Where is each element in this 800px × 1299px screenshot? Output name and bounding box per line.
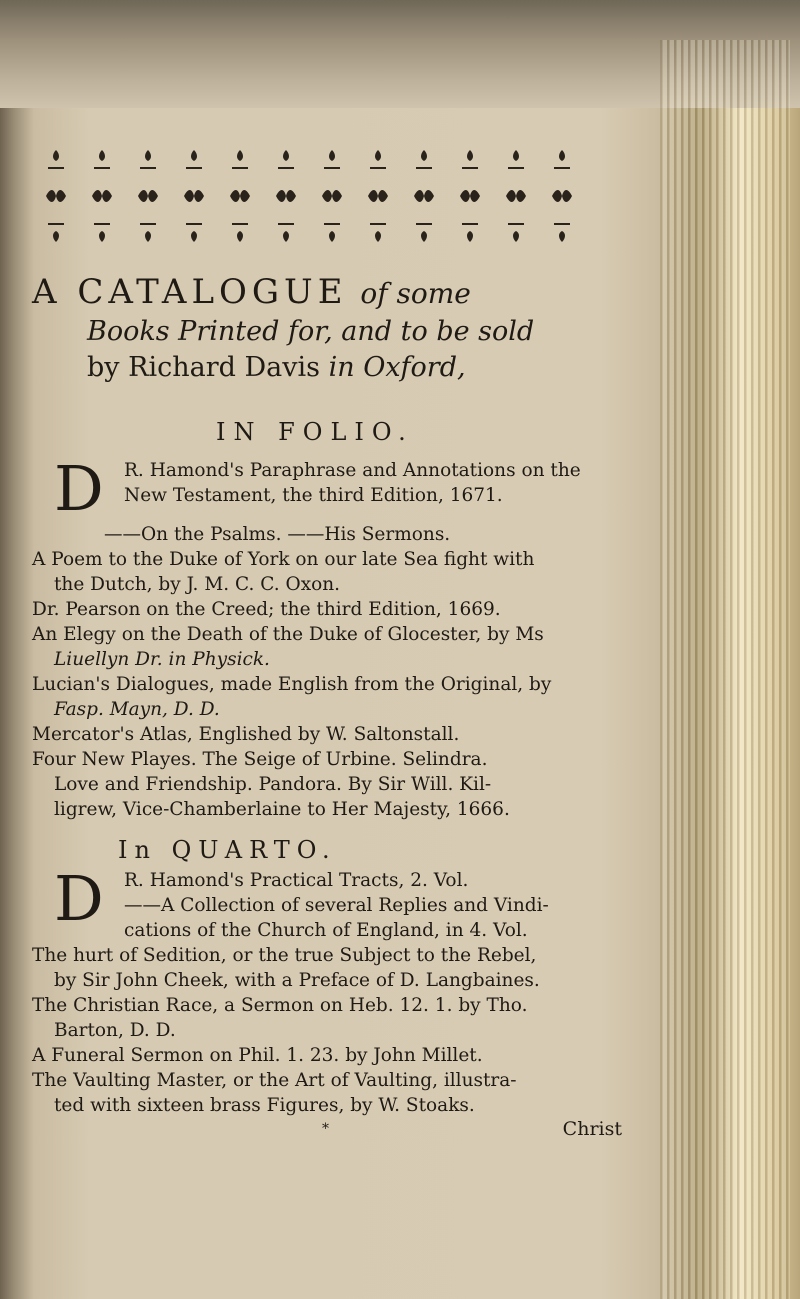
fleuron-icon	[136, 184, 160, 208]
ornament-row	[44, 184, 574, 208]
fleuron-ornament-icon	[44, 147, 574, 245]
fleuron-icon	[366, 184, 390, 208]
fleuron-icon	[182, 147, 206, 171]
fleuron-icon	[44, 147, 68, 171]
list-item: Mercator's Atlas, Englished by W. Saltonstall.	[32, 724, 460, 745]
quarto-heading: In QUARTO.	[118, 836, 337, 864]
title-line-2: Books Printed for, and to be sold	[87, 316, 535, 347]
list-item: Dr. Pearson on the Creed; the third Edition, 1669.	[32, 599, 501, 620]
title-of-some: of some	[360, 277, 471, 310]
fleuron-icon	[274, 184, 298, 208]
fleuron-icon	[228, 184, 252, 208]
fleuron-icon	[458, 147, 482, 171]
drop-cap: D	[54, 868, 104, 935]
fleuron-icon	[136, 147, 160, 171]
list-item: Barton, D. D.	[54, 1020, 176, 1041]
list-item: A Poem to the Duke of York on our late Sea fight with	[32, 549, 535, 570]
list-item: ——A Collection of several Replies and Vindi-	[124, 895, 549, 916]
fleuron-icon	[136, 221, 160, 245]
list-item: Fasp. Mayn, D. D.	[54, 699, 220, 720]
page-edges	[660, 40, 790, 1299]
fleuron-icon	[90, 184, 114, 208]
fleuron-icon	[366, 221, 390, 245]
fleuron-icon	[90, 147, 114, 171]
fleuron-icon	[182, 184, 206, 208]
catchword: Christ	[562, 1118, 622, 1140]
fleuron-icon	[44, 221, 68, 245]
ornament-row	[44, 147, 574, 171]
list-item: ——On the Psalms. ——His Sermons.	[104, 524, 451, 545]
ornament-row	[44, 221, 574, 245]
fleuron-icon	[274, 147, 298, 171]
fleuron-icon	[90, 221, 114, 245]
list-item: The Christian Race, a Sermon on Heb. 12. 1. by Tho.	[32, 995, 528, 1016]
fleuron-icon	[182, 221, 206, 245]
fleuron-icon	[320, 147, 344, 171]
fleuron-icon	[320, 184, 344, 208]
list-item: the Dutch, by J. M. C. C. Oxon.	[54, 574, 341, 595]
fleuron-icon	[504, 184, 528, 208]
drop-cap: D	[54, 458, 104, 522]
list-item: R. Hamond's Practical Tracts, 2. Vol.	[124, 870, 469, 891]
folio-heading: IN FOLIO.	[216, 418, 414, 446]
footer-marks	[32, 1118, 642, 1140]
list-item: R. Hamond's Paraphrase and Annotations on the	[124, 460, 581, 481]
fleuron-icon	[550, 221, 574, 245]
fleuron-icon	[550, 184, 574, 208]
list-item: Liuellyn Dr. in Physick.	[54, 649, 270, 670]
fleuron-icon	[458, 184, 482, 208]
fleuron-icon	[504, 221, 528, 245]
fleuron-icon	[320, 221, 344, 245]
list-item: Lucian's Dialogues, made English from the Original, by	[32, 674, 552, 695]
list-item: ligrew, Vice-Chamberlaine to Her Majesty, 1666.	[54, 799, 510, 820]
fleuron-icon	[412, 184, 436, 208]
list-item: New Testament, the third Edition, 1671.	[124, 485, 503, 506]
fleuron-icon	[412, 221, 436, 245]
list-item: ted with sixteen brass Figures, by W. Stoaks.	[54, 1095, 475, 1116]
title-line-1	[32, 272, 642, 314]
fleuron-icon	[228, 221, 252, 245]
list-item: The hurt of Sedition, or the true Subject to the Rebel,	[32, 945, 537, 966]
fleuron-icon	[458, 221, 482, 245]
list-item: by Sir John Cheek, with a Preface of D. Langbaines.	[54, 970, 540, 991]
fleuron-icon	[412, 147, 436, 171]
title-caps: A CATALOGUE	[32, 272, 348, 312]
fleuron-icon	[366, 147, 390, 171]
list-item: cations of the Church of England, in 4. Vol.	[124, 920, 528, 941]
fleuron-icon	[44, 184, 68, 208]
list-item: Four New Playes. The Seige of Urbine. Selindra.	[32, 749, 488, 770]
list-item: The Vaulting Master, or the Art of Vaulting, illustra-	[32, 1070, 517, 1091]
signature-mark: *	[322, 1121, 329, 1137]
catalogue-text	[32, 272, 642, 1140]
folio-first-entry	[32, 458, 642, 522]
fleuron-icon	[550, 147, 574, 171]
list-item: An Elegy on the Death of the Duke of Glocester, by Ms	[32, 624, 544, 645]
fleuron-icon	[504, 147, 528, 171]
list-item: Love and Friendship. Pandora. By Sir Will. Kil-	[54, 774, 492, 795]
fleuron-icon	[274, 221, 298, 245]
fleuron-icon	[228, 147, 252, 171]
quarto-first-entry	[32, 868, 642, 943]
title-line-3: by Richard Davis in Oxford,	[87, 352, 466, 383]
list-item: A Funeral Sermon on Phil. 1. 23. by John Millet.	[32, 1045, 483, 1066]
